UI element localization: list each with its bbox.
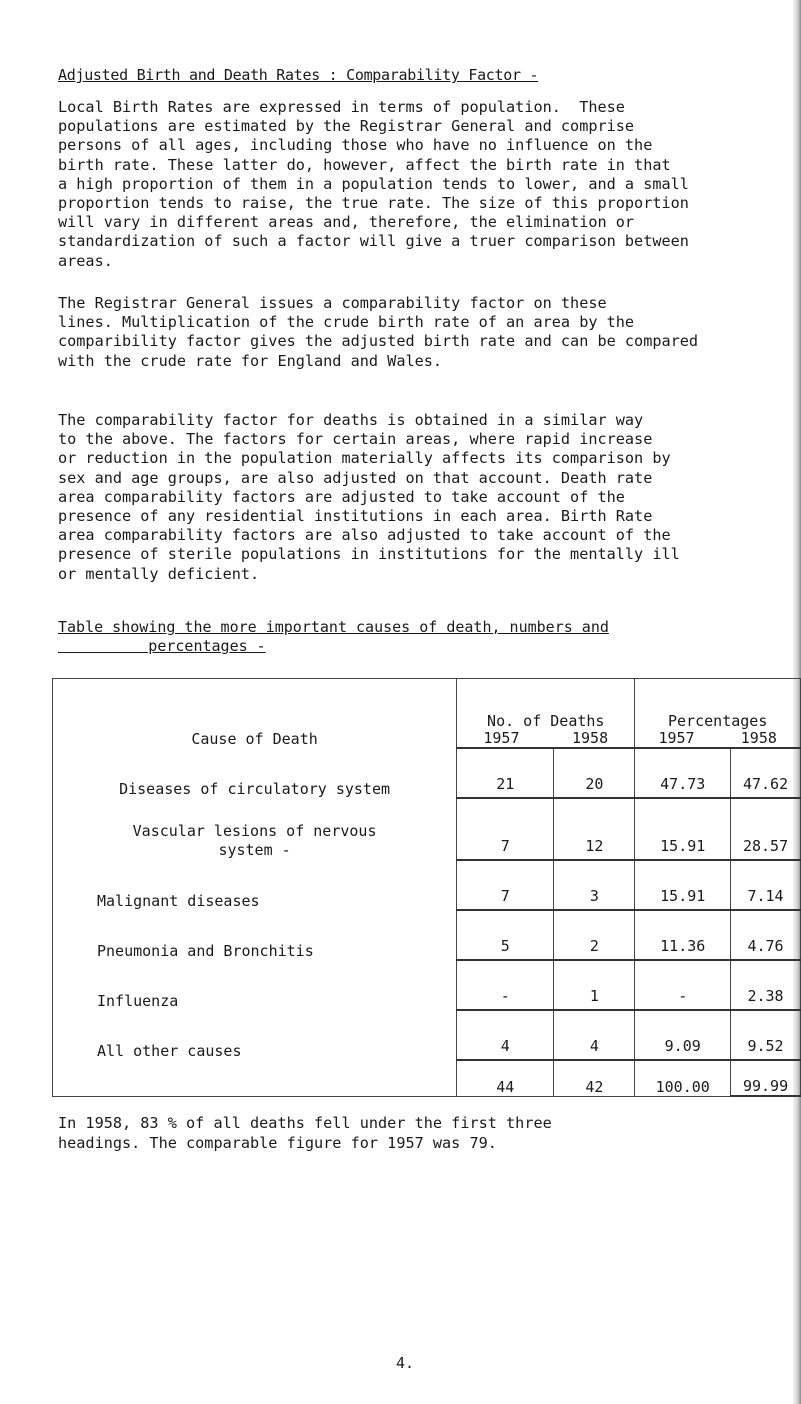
- table-header-row: [53, 679, 801, 748]
- paragraph-registrar-factor: The Registrar General issues a comparability factor on these lines. Multiplication of the crude birth rate of an area by the comparibility factor gives the adjusted birth rate and can be compared with the crude rate for England and Wales.: [58, 294, 699, 370]
- percent-1958-cell: 4.76: [731, 910, 801, 960]
- causes-of-death-table: [52, 678, 801, 1097]
- paragraph-birth-rates: Local Birth Rates are expressed in terms of population. These populations are estimated by the Registrar General and comprise persons of all ages, including those who have no influence on the birth rate. These latter do, however, affect the birth rate in that a high proportion of them in a population tends to lower, and a small proportion tends to raise, the true rate. The size of this proportion will vary in different areas and, therefore, the elimination or standardization of such a factor will give a truer comparison between areas.: [58, 98, 689, 270]
- summary-note: In 1958, 83 % of all deaths fell under the first three headings. The comparable figure for 1957 was 79.: [58, 1114, 552, 1152]
- deaths-1958-cell: 12: [554, 798, 635, 860]
- cause-cell: All other causes: [53, 1010, 457, 1060]
- table-row: [53, 860, 801, 910]
- table-row: [53, 748, 801, 798]
- percent-1958-cell: 28.57: [731, 798, 801, 860]
- percent-1957-cell: 15.91: [635, 860, 731, 910]
- deaths-1957-cell: 5: [457, 910, 554, 960]
- table-totals-row: [53, 1060, 801, 1096]
- header-deaths-group: [457, 679, 635, 748]
- header-cause: Cause of Death: [53, 679, 457, 748]
- header-percent-1957: 1957: [658, 729, 695, 747]
- paragraph-death-factor: The comparability factor for deaths is obtained in a similar way to the above. The factors for certain areas, where rapid increase or reduction in the population materially affects its comparison by sex and age groups, are also adjusted on that account. Death rate area comparability factors are adjusted to take account of the presence of any residential institutions in each area. Birth Rate area comparability factors are also adjusted to take account of the presence of sterile populations in institutions for the mentally ill or mentally deficient.: [58, 411, 680, 583]
- percent-1957-cell: 47.73: [635, 748, 731, 798]
- header-deaths-label: No. of Deaths: [487, 712, 605, 730]
- deaths-1958-cell: 20: [554, 748, 635, 798]
- deaths-1958-cell: 4: [554, 1010, 635, 1060]
- table-row: [53, 1010, 801, 1060]
- percent-1958-cell: 47.62: [731, 748, 801, 798]
- header-deaths-1958: 1958: [571, 729, 609, 747]
- deaths-1957-cell: 7: [457, 798, 554, 860]
- percent-1957-cell: -: [635, 960, 731, 1010]
- header-percent-1958: 1958: [740, 729, 777, 747]
- header-percent-label: Percentages: [668, 712, 768, 730]
- header-percent-group: [635, 679, 801, 748]
- deaths-1957-cell: 21: [457, 748, 554, 798]
- table-row: [53, 960, 801, 1010]
- cause-cell: Malignant diseases: [53, 860, 457, 910]
- percent-1958-cell: 7.14: [731, 860, 801, 910]
- percent-1958-cell: 9.52: [731, 1010, 801, 1060]
- total-deaths-1957: 44: [457, 1060, 554, 1096]
- cause-cell: Vascular lesions of nervous system -: [53, 798, 457, 860]
- percent-1957-cell: 9.09: [635, 1010, 731, 1060]
- table-row: [53, 798, 801, 860]
- section-heading: Adjusted Birth and Death Rates : Comparability Factor -: [58, 66, 539, 84]
- deaths-1958-cell: 1: [554, 960, 635, 1010]
- percent-1957-cell: 11.36: [635, 910, 731, 960]
- percent-1957-cell: 15.91: [635, 798, 731, 860]
- page-number: 4.: [396, 1354, 415, 1372]
- total-percent-1958: 99.99: [731, 1060, 801, 1096]
- total-deaths-1958: 42: [554, 1060, 635, 1096]
- deaths-1957-cell: 7: [457, 860, 554, 910]
- header-deaths-1957: 1957: [483, 729, 520, 747]
- deaths-1958-cell: 3: [554, 860, 635, 910]
- deaths-1958-cell: 2: [554, 910, 635, 960]
- cause-cell: Influenza: [53, 960, 457, 1010]
- total-percent-1957: 100.00: [635, 1060, 731, 1096]
- percent-1958-cell: 2.38: [731, 960, 801, 1010]
- deaths-1957-cell: -: [457, 960, 554, 1010]
- cause-cell: Pneumonia and Bronchitis: [53, 910, 457, 960]
- deaths-1957-cell: 4: [457, 1010, 554, 1060]
- cause-cell: Diseases of circulatory system: [53, 748, 457, 798]
- table-title: Table showing the more important causes of death, numbers and percentages -: [58, 618, 609, 655]
- table-row: [53, 910, 801, 960]
